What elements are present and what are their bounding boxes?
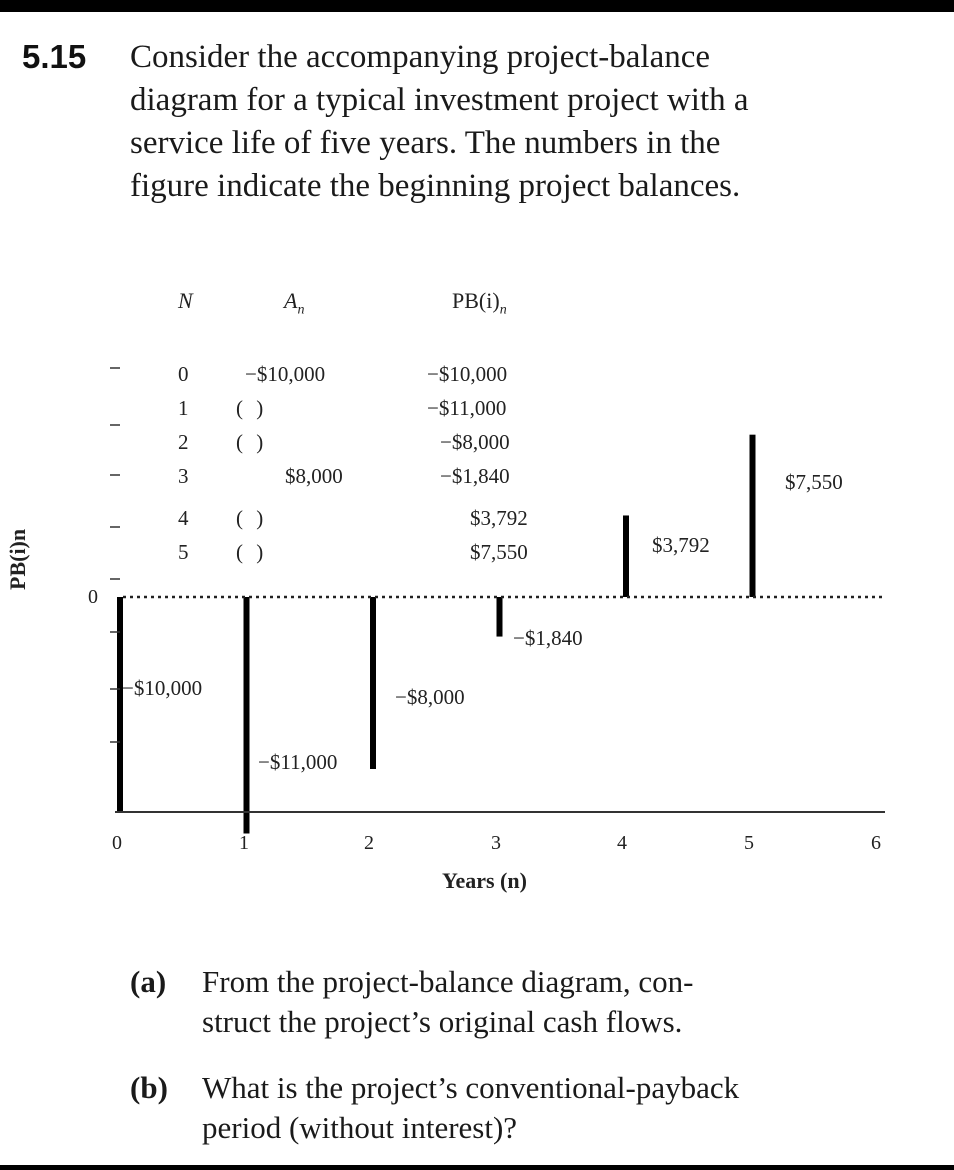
x-tick-label: 0 (112, 832, 122, 854)
x-tick-label: 5 (744, 832, 754, 854)
table-cell-pb: −$10,000 (427, 362, 508, 386)
table-cell-pb: $7,550 (470, 540, 528, 564)
intro-line: Consider the accompanying project-balance (130, 39, 711, 75)
y-axis-title: PB(i)n (5, 528, 30, 590)
intro-line: figure indicate the beginning project balances. (130, 168, 741, 204)
balance-bar-year-0 (117, 597, 123, 812)
balance-bar-year-4 (623, 515, 629, 597)
table-header-pb-main: PB(i) (452, 288, 500, 313)
question-a-text (202, 962, 912, 1042)
table-header-pb-sub: n (499, 302, 507, 318)
table-cell-pb: −$11,000 (427, 396, 507, 420)
table-cell-a-blank: ( ) (236, 540, 264, 564)
x-tick-label: 3 (491, 832, 501, 854)
x-tick-label: 2 (364, 832, 374, 854)
table-header-a-sub: n (297, 302, 305, 318)
table-cell-a-blank: ( ) (236, 506, 264, 530)
data-label-year-0: −$10,000 (122, 676, 203, 700)
table-header-n: N (178, 288, 193, 313)
table-cell-n: 0 (178, 362, 189, 386)
data-label-year-5: $7,550 (785, 470, 843, 494)
question-b-text (202, 1068, 912, 1148)
data-label-year-4: $3,792 (652, 533, 710, 557)
table-cell-n: 4 (178, 506, 189, 530)
balance-bar-year-5 (750, 435, 756, 597)
data-label-year-2: −$8,000 (395, 685, 465, 709)
balance-bar-year-3 (497, 597, 503, 637)
x-tick-label: 6 (871, 832, 881, 854)
question-b-label: (b) (130, 1070, 168, 1105)
question-b-line: What is the project’s conventional-payback (202, 1070, 740, 1105)
table-cell-n: 3 (178, 464, 189, 488)
intro-line: diagram for a typical investment project with a (130, 82, 749, 118)
question-b-line: period (without interest)? (202, 1110, 518, 1145)
data-label-year-1: −$11,000 (258, 750, 338, 774)
table-cell-n: 1 (178, 396, 189, 420)
y-zero-label: 0 (88, 586, 98, 608)
x-tick-label: 1 (239, 832, 249, 854)
table-cell-pb: −$8,000 (440, 430, 510, 454)
data-label-year-3: −$1,840 (513, 626, 583, 650)
balance-bar-year-1 (244, 597, 250, 834)
balance-bar-year-2 (370, 597, 376, 769)
bottom-border (0, 1165, 954, 1170)
x-axis-title: Years (n) (442, 868, 527, 893)
table-cell-a-blank: ( ) (236, 396, 264, 420)
table-cell-n: 2 (178, 430, 189, 454)
bars-group (117, 435, 756, 834)
x-tick-label: 4 (617, 832, 627, 854)
question-a-label: (a) (130, 964, 167, 999)
question-a-line: From the project-balance diagram, con- (202, 964, 694, 999)
table-header-a: A (284, 288, 298, 313)
question-a (130, 962, 920, 1042)
intro-line: service life of five years. The numbers in the (130, 125, 721, 161)
table-cell-pb: $3,792 (470, 506, 528, 530)
question-b (130, 1068, 920, 1148)
problem-number: 5.15 (22, 38, 87, 75)
question-a-line: struct the project’s original cash flows. (202, 1004, 683, 1039)
table-cell-a: −$10,000 (245, 362, 326, 386)
table-cell-pb: −$1,840 (440, 464, 510, 488)
table-cell-a: $8,000 (285, 464, 343, 488)
table-cell-n: 5 (178, 540, 189, 564)
table-cell-a-blank: ( ) (236, 430, 264, 454)
